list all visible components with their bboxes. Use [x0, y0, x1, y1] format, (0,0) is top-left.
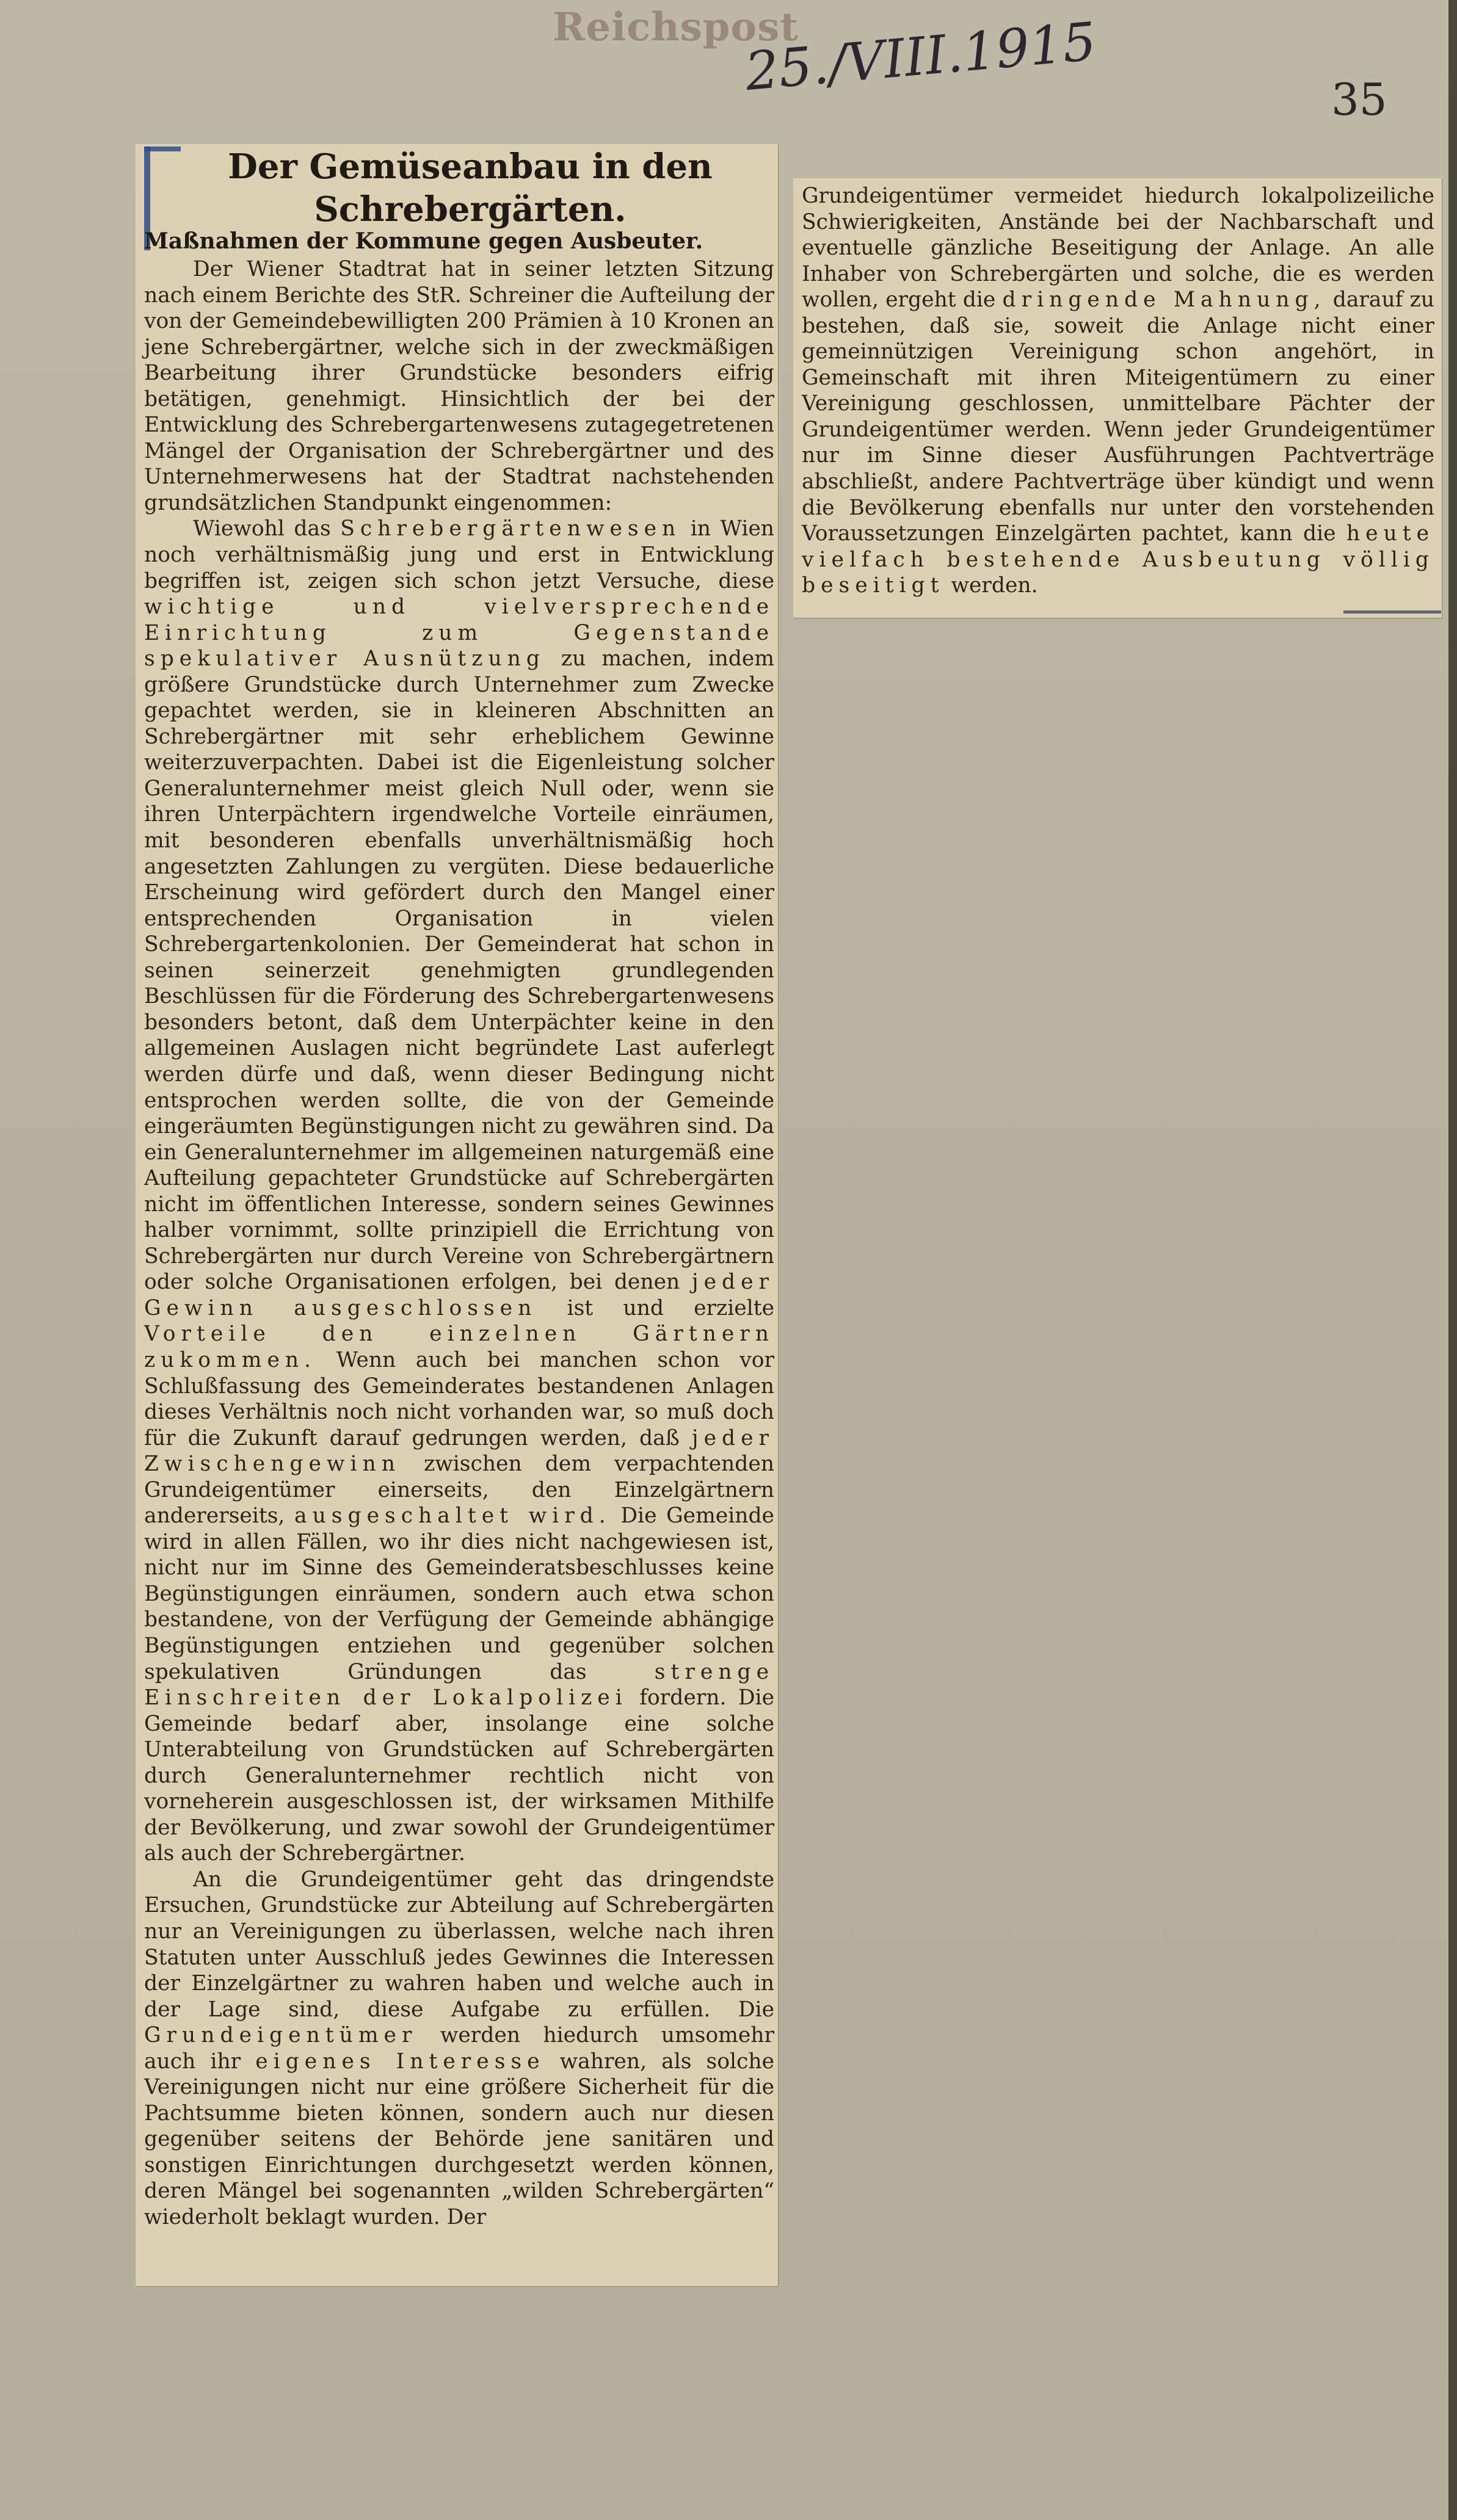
spaced-text-run: eigenes Interesse — [255, 2049, 545, 2074]
text-run: Wiewohl das — [193, 516, 341, 541]
headline-line-1: Der Gemüseanbau in den — [228, 147, 713, 187]
text-run: An die Grundeigentümer geht das dringendste Ersuchen, Grundstücke zur Abteilung auf Schrebergärten nur an Vereinigungen zu überlassen, welche nach ihren Statuten unter Ausschluß jedes Gewinnes die Interessen der Einzelgärtner zu wahren haben und welche auch in der Lage sind, diese Aufgabe zu erfüllen. Die — [144, 1867, 774, 2022]
spaced-text-run: strenge Einschreiten der Lokalpolizei — [144, 1659, 774, 1711]
text-run: fordern. Die Gemeinde bedarf aber, insolange eine solche Unterabteilung von Grundstücken auf Schrebergärten durch Generalunternehmer rechtlich nicht von vorneherein ausgeschlossen ist, der wirksamen Mithilfe der Bevölkerung, und zwar sowohl der Grundeigentümer als auch der Schrebergärtner. — [144, 1685, 774, 1866]
spaced-text-run: Schrebergärtenwesen — [340, 516, 681, 541]
text-run: Die Gemeinde wird in allen Fällen, wo ihr dies nicht nachgewiesen ist, nicht nur im Sinne des Gemeinderatsbeschlusses keine Begünstigungen einräumen, sondern auch etwa schon bestandene, von der Verfügung der Gemeinde abhängige Begünstigungen entziehen und gegenüber solchen spekulativen Gründungen das — [144, 1504, 774, 1684]
paragraph: Der Wiener Stadtrat hat in seiner letzten Sitzung nach einem Berichte des StR. Schreiner die Aufteilung der von der Gemeindebewilligten 200 Prämien à 10 Kronen an jene Schrebergärtner, welche sich in der zweckmäßigen Bearbeitung ihrer Grundstücke besonders eifrig betätigen, genehmigt. Hinsichtlich der bei der Entwicklung des Schrebergartenwesens zutagegetretenen Mängel der Organisation der Schrebergärtner und des Unternehmerwesens hat der Stadtrat nachstehenden grundsätzlichen Standpunkt eingenommen: — [144, 257, 774, 515]
article-body-left — [144, 256, 774, 2231]
article-headline — [171, 145, 769, 231]
spaced-text-run: Grundeigentümer — [144, 2023, 418, 2048]
spaced-text-run: heute vielfach bestehende Ausbeutung völlig beseitigt — [802, 521, 1434, 598]
article-body-right — [802, 183, 1434, 599]
spaced-text-run: jeder Zwischengewinn — [144, 1425, 774, 1477]
paragraph — [144, 1867, 774, 2231]
text-run: Wenn auch bei manchen schon vor Schlußfassung des Gemeinderates bestandenen Anlagen dieses Verhältnis noch nicht vorhanden war, so muß doch für die Zukunft darauf gedrungen werden, daß — [144, 1347, 774, 1450]
spaced-text-run: jeder Gewinn ausgeschlossen — [144, 1270, 774, 1320]
text-run: werden hiedurch umsomehr auch ihr — [144, 2023, 774, 2074]
page-number: 35 — [1331, 74, 1387, 125]
article-subheading: Maßnahmen der Kommune gegen Ausbeuter. — [144, 228, 703, 254]
handwritten-date: 25./VIII.1915 — [743, 11, 1099, 103]
blue-underline-mark — [1343, 610, 1441, 614]
sheet-edge-shadow — [1448, 0, 1457, 2520]
text-run: wahren, als solche Vereinigungen nicht nur eine größere Sicherheit für die Pachtsumme bieten können, sondern auch nur diesen gegenüber seitens der Behörde jene sanitären und sonstigen Einrichtungen durchgesetzt werden können, deren Mängel bei sogenannten „wilden Schrebergärten“ wiederholt beklagt wurden. Der — [144, 2049, 775, 2230]
text-run: in Wien noch verhältnismäßig jung und erst in Entwicklung begriffen ist, zeigen sich schon jetzt Versuche, diese — [144, 516, 774, 593]
text-run: ist und erzielte — [537, 1295, 774, 1320]
text-run: werden. — [944, 573, 1038, 598]
text-run: zwischen dem verpachtenden Grundeigentümer einerseits, den Einzelgärtnern andererseits, — [144, 1452, 774, 1529]
spaced-text-run: ausgeschaltet wird. — [294, 1504, 611, 1529]
spaced-text-run: Vorteile den einzelnen Gärtnern zukommen. — [144, 1322, 774, 1372]
spaced-text-run: dringende Mahnung, — [1002, 288, 1326, 313]
text-run: darauf zu bestehen, daß sie, soweit die Anlage nicht einer gemeinnützigen Vereinigung schon angehört, in Gemeinschaft mit ihren Miteigentümern zu einer Vereinigung geschlossen, unmittelbare Pächter der Grundeigentümer werden. Wenn jeder Grundeigentümer nur im Sinne dieser Ausführungen Pachtverträge abschließt, andere Pachtverträge über kündigt und wenn die Bevölkerung ebenfalls nur unter den vorstehenden Voraussetzungen Einzelgärten pachtet, kann die — [802, 288, 1434, 546]
spaced-text-run: wichtige und vielversprechende Einrichtung zum Gegenstande spekulativer Ausnützung — [144, 595, 774, 672]
text-run: zu machen, indem größere Grundstücke durch Unternehmer zum Zwecke gepachtet werden, sie in kleineren Abschnitten an Schrebergärtner mit sehr erheblichem Gewinne weiterzuverpachten. Dabei ist die Eigenleistung solcher Generalunternehmer meist gleich Null oder, wenn sie ihren Unterpächtern irgendwelche Vorteile einräumen, mit besonderen ebenfalls unverhältnismäßig hoch angesetzten Zahlungen zu vergüten. Diese bedauerliche Erscheinung wird gefördert durch den Mangel einer entsprechenden Organisation in vielen Schrebergartenkolonien. Der Gemeinderat hat schon in seinen seinerzeit genehmigten grundlegenden Beschlüssen für die Förderung des Schrebergartenwesens besonders betont, daß dem Unterpächter keine in den allgemeinen Auslagen nicht begründete Last auferlegt werden dürfe und daß, wenn dieser Bedingung nicht entsprochen werden sollte, die von der Gemeinde eingeräumten Begünstigungen nicht zu gewähren sind. Da ein Generalunternehmer im allgemeinen naturgemäß eine Aufteilung gepachteter Grundstücke auf Schrebergärten nicht im öffentlichen Interesse, sondern seines Gewinnes halber vornimmt, sollte prinzipiell die Errichtung von Schrebergärten nur durch Vereine von Schrebergärtnern oder solche Organisationen erfolgen, bei denen — [144, 646, 774, 1295]
paragraph — [802, 183, 1434, 599]
text-run: Grundeigentümer vermeidet hiedurch lokalpolizeiliche Schwierigkeiten, Anstände bei der Nachbarschaft und eventuelle gänzliche Beseitigung der Anlage. An alle Inhaber von Schrebergärten und solche, die es werden wollen, ergeht die — [802, 184, 1434, 313]
paragraph — [144, 516, 774, 1866]
newspaper-stamp: Reichspost — [553, 4, 799, 50]
headline-line-2: Schrebergärten. — [314, 189, 627, 230]
